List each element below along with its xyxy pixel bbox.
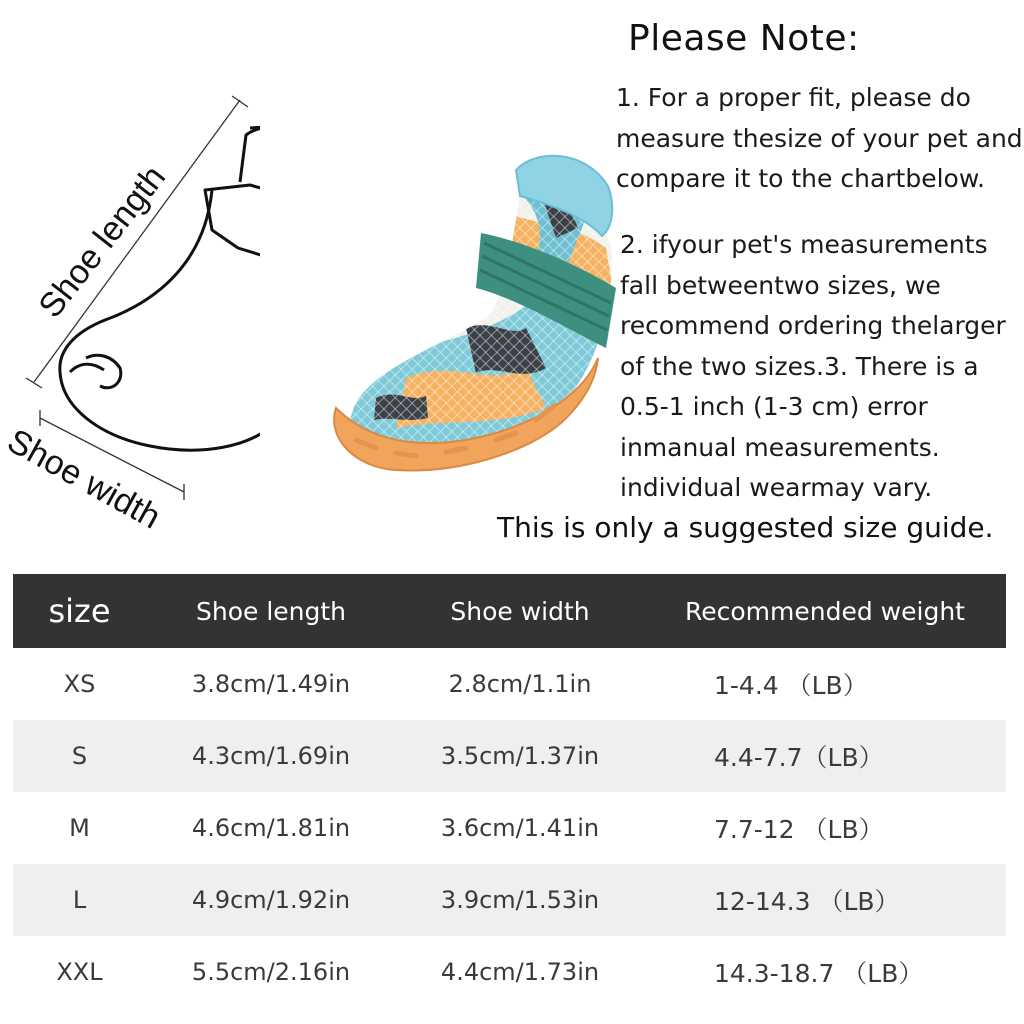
cell-width: 3.9cm/1.53in (440, 886, 600, 914)
table-header-row (13, 574, 1006, 648)
cell-length: 4.9cm/1.92in (191, 886, 351, 914)
cell-width: 3.6cm/1.41in (440, 814, 600, 842)
note-title: Please Note: (628, 18, 860, 59)
cell-size: XS (63, 670, 96, 698)
cell-length: 4.6cm/1.81in (191, 814, 351, 842)
cell-weight: 7.7-12 （LB） (714, 815, 884, 844)
header-size: size (48, 592, 111, 630)
cell-weight: 4.4-7.7（LB） (714, 743, 884, 772)
cell-size: XXL (56, 958, 103, 986)
note-item-1: 1. For a proper fit, please do measure thesize of your pet and compare it to the chartbelow. (616, 83, 1023, 193)
note-item-2: 2. ifyour pet's measurements fall betweentwo sizes, we recommend ordering thelarger of the two sizes.3. There is a 0.5-1 inch (1-3 cm) error inmanual measurements. individual wearmay vary. (620, 230, 1006, 502)
cell-length: 4.3cm/1.69in (191, 742, 351, 770)
shoe-outline-diagram (0, 80, 260, 560)
size-guide-disclaimer: This is only a suggested size guide. (497, 511, 994, 544)
cell-size: M (69, 814, 90, 842)
cell-width: 4.4cm/1.73in (440, 958, 600, 986)
header-recommended-weight: Recommended weight (685, 596, 965, 626)
cell-weight: 12-14.3 （LB） (714, 887, 900, 916)
table-row (13, 648, 1006, 720)
cell-size: L (72, 886, 87, 914)
header-shoe-length: Shoe length (195, 596, 347, 626)
length-measure-line (34, 100, 240, 382)
cell-width: 2.8cm/1.1in (448, 670, 592, 698)
cell-length: 3.8cm/1.49in (191, 670, 351, 698)
shoe-length-label: Shoe length (31, 158, 174, 325)
table-row (13, 720, 1006, 792)
size-chart-table (13, 574, 1006, 1008)
shoe-product-image (316, 148, 616, 500)
header-shoe-width: Shoe width (450, 596, 590, 626)
cell-length: 5.5cm/2.16in (191, 958, 351, 986)
table-row (13, 936, 1006, 1008)
cell-size: S (71, 742, 88, 770)
cell-width: 3.5cm/1.37in (440, 742, 600, 770)
cell-weight: 1-4.4 （LB） (714, 671, 868, 700)
cell-weight: 14.3-18.7 （LB） (714, 959, 924, 988)
shoe-width-label: Shoe width (1, 421, 167, 537)
table-row (13, 864, 1006, 936)
table-row (13, 792, 1006, 864)
